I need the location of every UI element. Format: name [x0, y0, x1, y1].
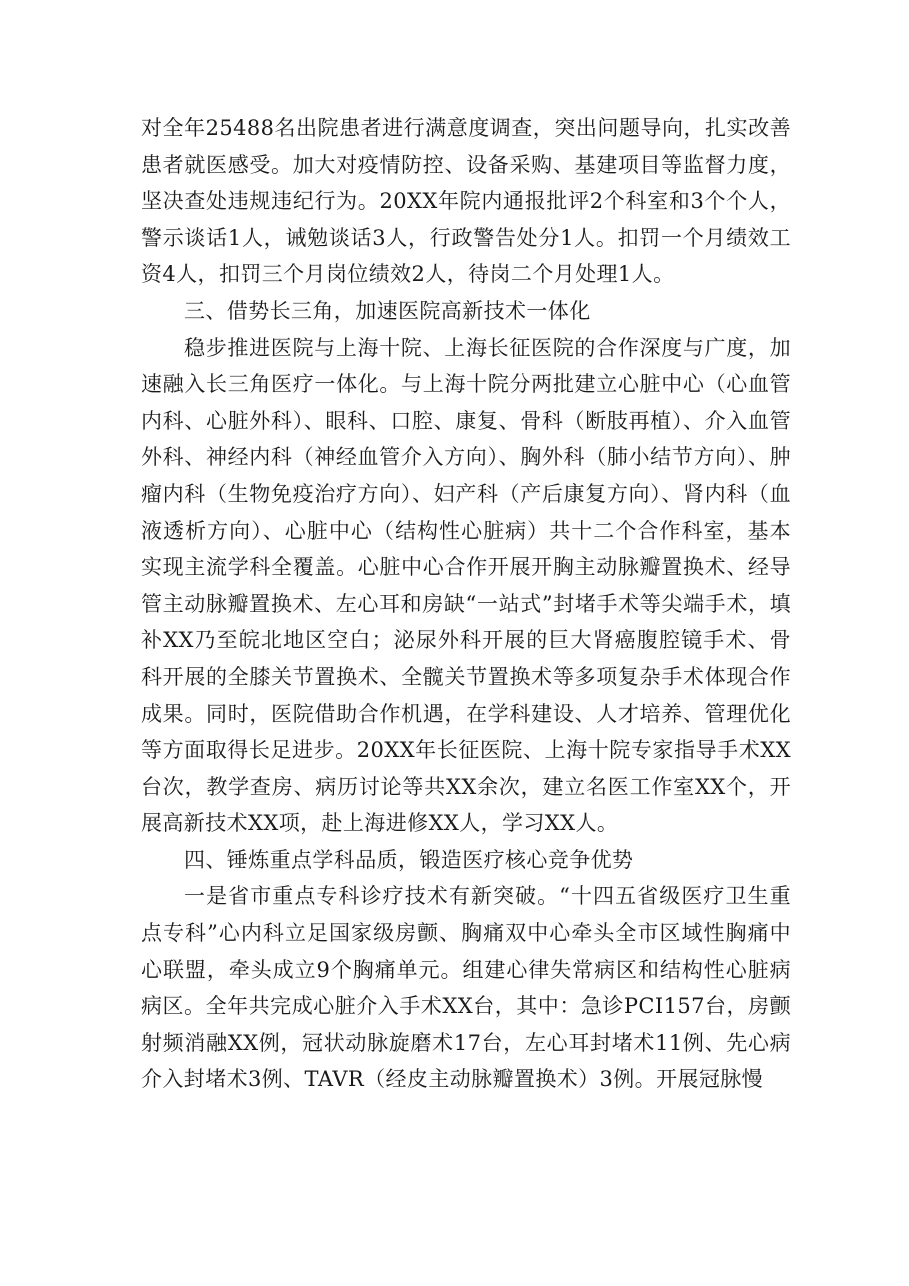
section-heading-four: 四、锤炼重点学科品质，锻造医疗核心竞争优势	[184, 847, 634, 872]
paragraph-satisfaction-survey: 对全年25488名出院患者进行满意度调查，突出问题导向，扎实改善患者就医感受。加大对疫情防控、设备采购、基建项目等监督力度，坚决查处违规违纪行为。20XX年院内通报批评2个科室和3个个人，警示谈话1人，诫勉谈话3人，行政警告处分1人。扣罚一个月绩效工资4人，扣罚三个月岗位绩效2人，待岗二个月处理1人。	[141, 116, 791, 287]
section-heading-three: 三、借势长三角，加速医院高新技术一体化	[184, 298, 591, 323]
paragraph-yangtze-cooperation: 稳步推进医院与上海十院、上海长征医院的合作深度与广度，加速融入长三角医疗一体化。与上海十院分两批建立心脏中心（心血管内科、心脏外科）、眼科、口腔、康复、骨科（断肢再植）、介入血管外科、神经内科（神经血管介入方向）、胸外科（肺小结节方向）、肿瘤内科（生物免疫治疗方向）、妇产科（产后康复方向）、肾内科（血液透析方向）、心脏中心（结构性心脏病）共十二个合作科室，基本实现主流学科全覆盖。心脏中心合作开展开胸主动脉瓣置换术、经导管主动脉瓣置换术、左心耳和房缺“一站式”封堵手术等尖端手术，填补XX乃至皖北地区空白；泌尿外科开展的巨大肾癌腹腔镜手术、骨科开展的全膝关节置换术、全髋关节置换术等多项复杂手术体现合作成果。同时，医院借助合作机遇，在学科建设、人才培养、管理优化等方面取得长足进步。20XX年长征医院、上海十院专家指导手术XX台次，教学查房、病历讨论等共XX余次，建立名医工作室XX个，开展高新技术XX项，赴上海进修XX人，学习XX人。	[141, 335, 791, 836]
document-body	[141, 110, 791, 1098]
paragraph-key-specialties: 一是省市重点专科诊疗技术有新突破。“十四五省级医疗卫生重点专科”心内科立足国家级房颤、胸痛双中心牵头全市区域性胸痛中心联盟，牵头成立9个胸痛单元。组建心律失常病区和结构性心脏病病区。全年共完成心脏介入手术XX台，其中：急诊PCI157台，房颤射频消融XX例，冠状动脉旋磨术17台，左心耳封堵术11例、先心病介入封堵术3例、TAVR（经皮主动脉瓣置换术）3例。开展冠脉慢	[141, 884, 791, 1092]
